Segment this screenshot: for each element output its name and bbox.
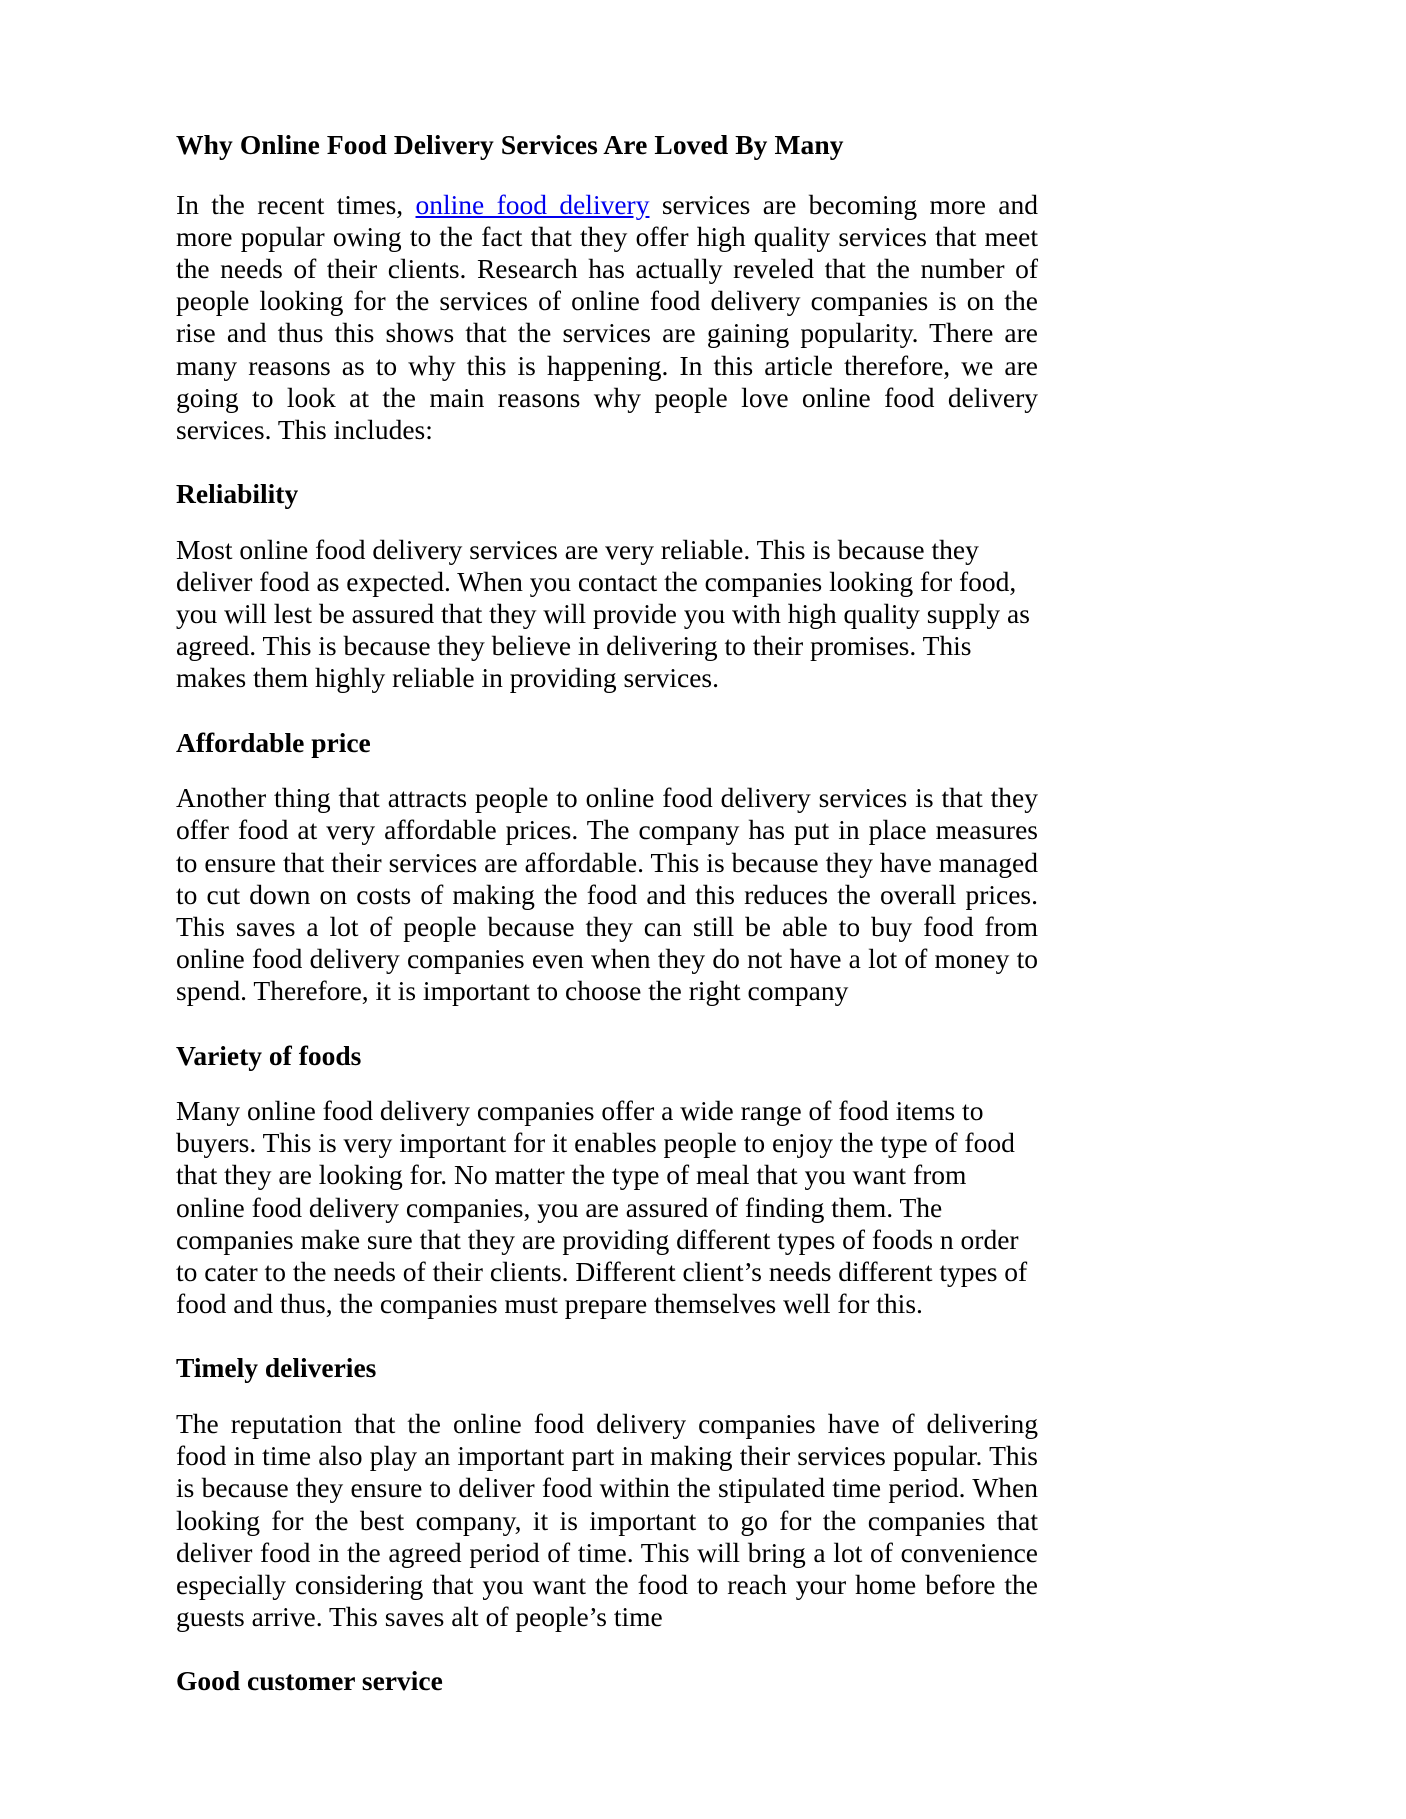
section-heading-variety-of-foods: Variety of foods [176,1039,362,1071]
spacer [176,1008,1038,1042]
page-title: Why Online Food Delivery Services Are Loved By Many [176,129,844,160]
section-heading-good-customer-service: Good customer service [176,1665,443,1697]
section-heading-timely-deliveries: Timely deliveries [176,1352,377,1384]
spacer [176,695,1038,729]
spacer [176,508,1038,534]
intro-paragraph [176,189,1038,447]
spacer [176,1320,1038,1354]
online-food-delivery-link[interactable]: online food delivery [415,188,650,220]
section-body-reliability: Most online food delivery services are very reliable. This is because they deliver food as expected. When you contact the companies looking for food, you will lest be assured that they will provide you with high quality supply as agreed. This is because they believe in delivering to their promises. This makes them highly reliable in providing services. [176,533,1030,694]
document-body [176,131,1038,1695]
spacer [176,446,1038,480]
spacer [176,159,1038,189]
spacer [176,1633,1038,1667]
section-body-timely-deliveries: The reputation that the online food delivery companies have of delivering food in time also play an important part in making their services popular. This is because they ensure to deliver food within the stipulated time period. When looking for the best company, it is important to go for the companies that deliver food in the agreed period of time. This will bring a lot of convenience especially considering that you want the food to reach your home before the guests arrive. This saves alt of people’s time [176,1407,1038,1633]
section-body-affordable-price: Another thing that attracts people to online food delivery services is that they offer food at very affordable prices. The company has put in place measures to ensure that their services are affordable. This is because they have managed to cut down on costs of making the food and this reduces the overall prices. This saves a lot of people because they can still be able to buy food from online food delivery companies even when they do not have a lot of money to spend. Therefore, it is important to choose the right company [176,782,1038,1007]
spacer [176,1069,1038,1095]
intro-text-before-link: In the recent times, [176,188,416,220]
spacer [176,756,1038,782]
intro-text-after-link: services are becoming more and more popular owing to the fact that they offer high quality services that meet the needs of their clients. Research has actually reveled that the number of people looking for the services of online food delivery companies is on the rise and thus this shows that the services are gaining popularity. There are many reasons as to why this is happening. In this article therefore, we are going to look at the main reasons why people love online food delivery services. This includes: [176,188,1038,445]
section-body-variety-of-foods: Many online food delivery companies offer a wide range of food items to buyers. This is very important for it enables people to enjoy the type of food that they are looking for. No matter the type of meal that you want from online food delivery companies, you are assured of finding them. The companies make sure that they are providing different types of foods n order to cater to the needs of their clients. Different client’s needs different types of food and thus, the companies must prepare themselves well for this. [176,1095,1028,1320]
section-heading-reliability: Reliability [176,478,299,510]
spacer [176,1382,1038,1408]
section-heading-affordable-price: Affordable price [176,726,371,758]
